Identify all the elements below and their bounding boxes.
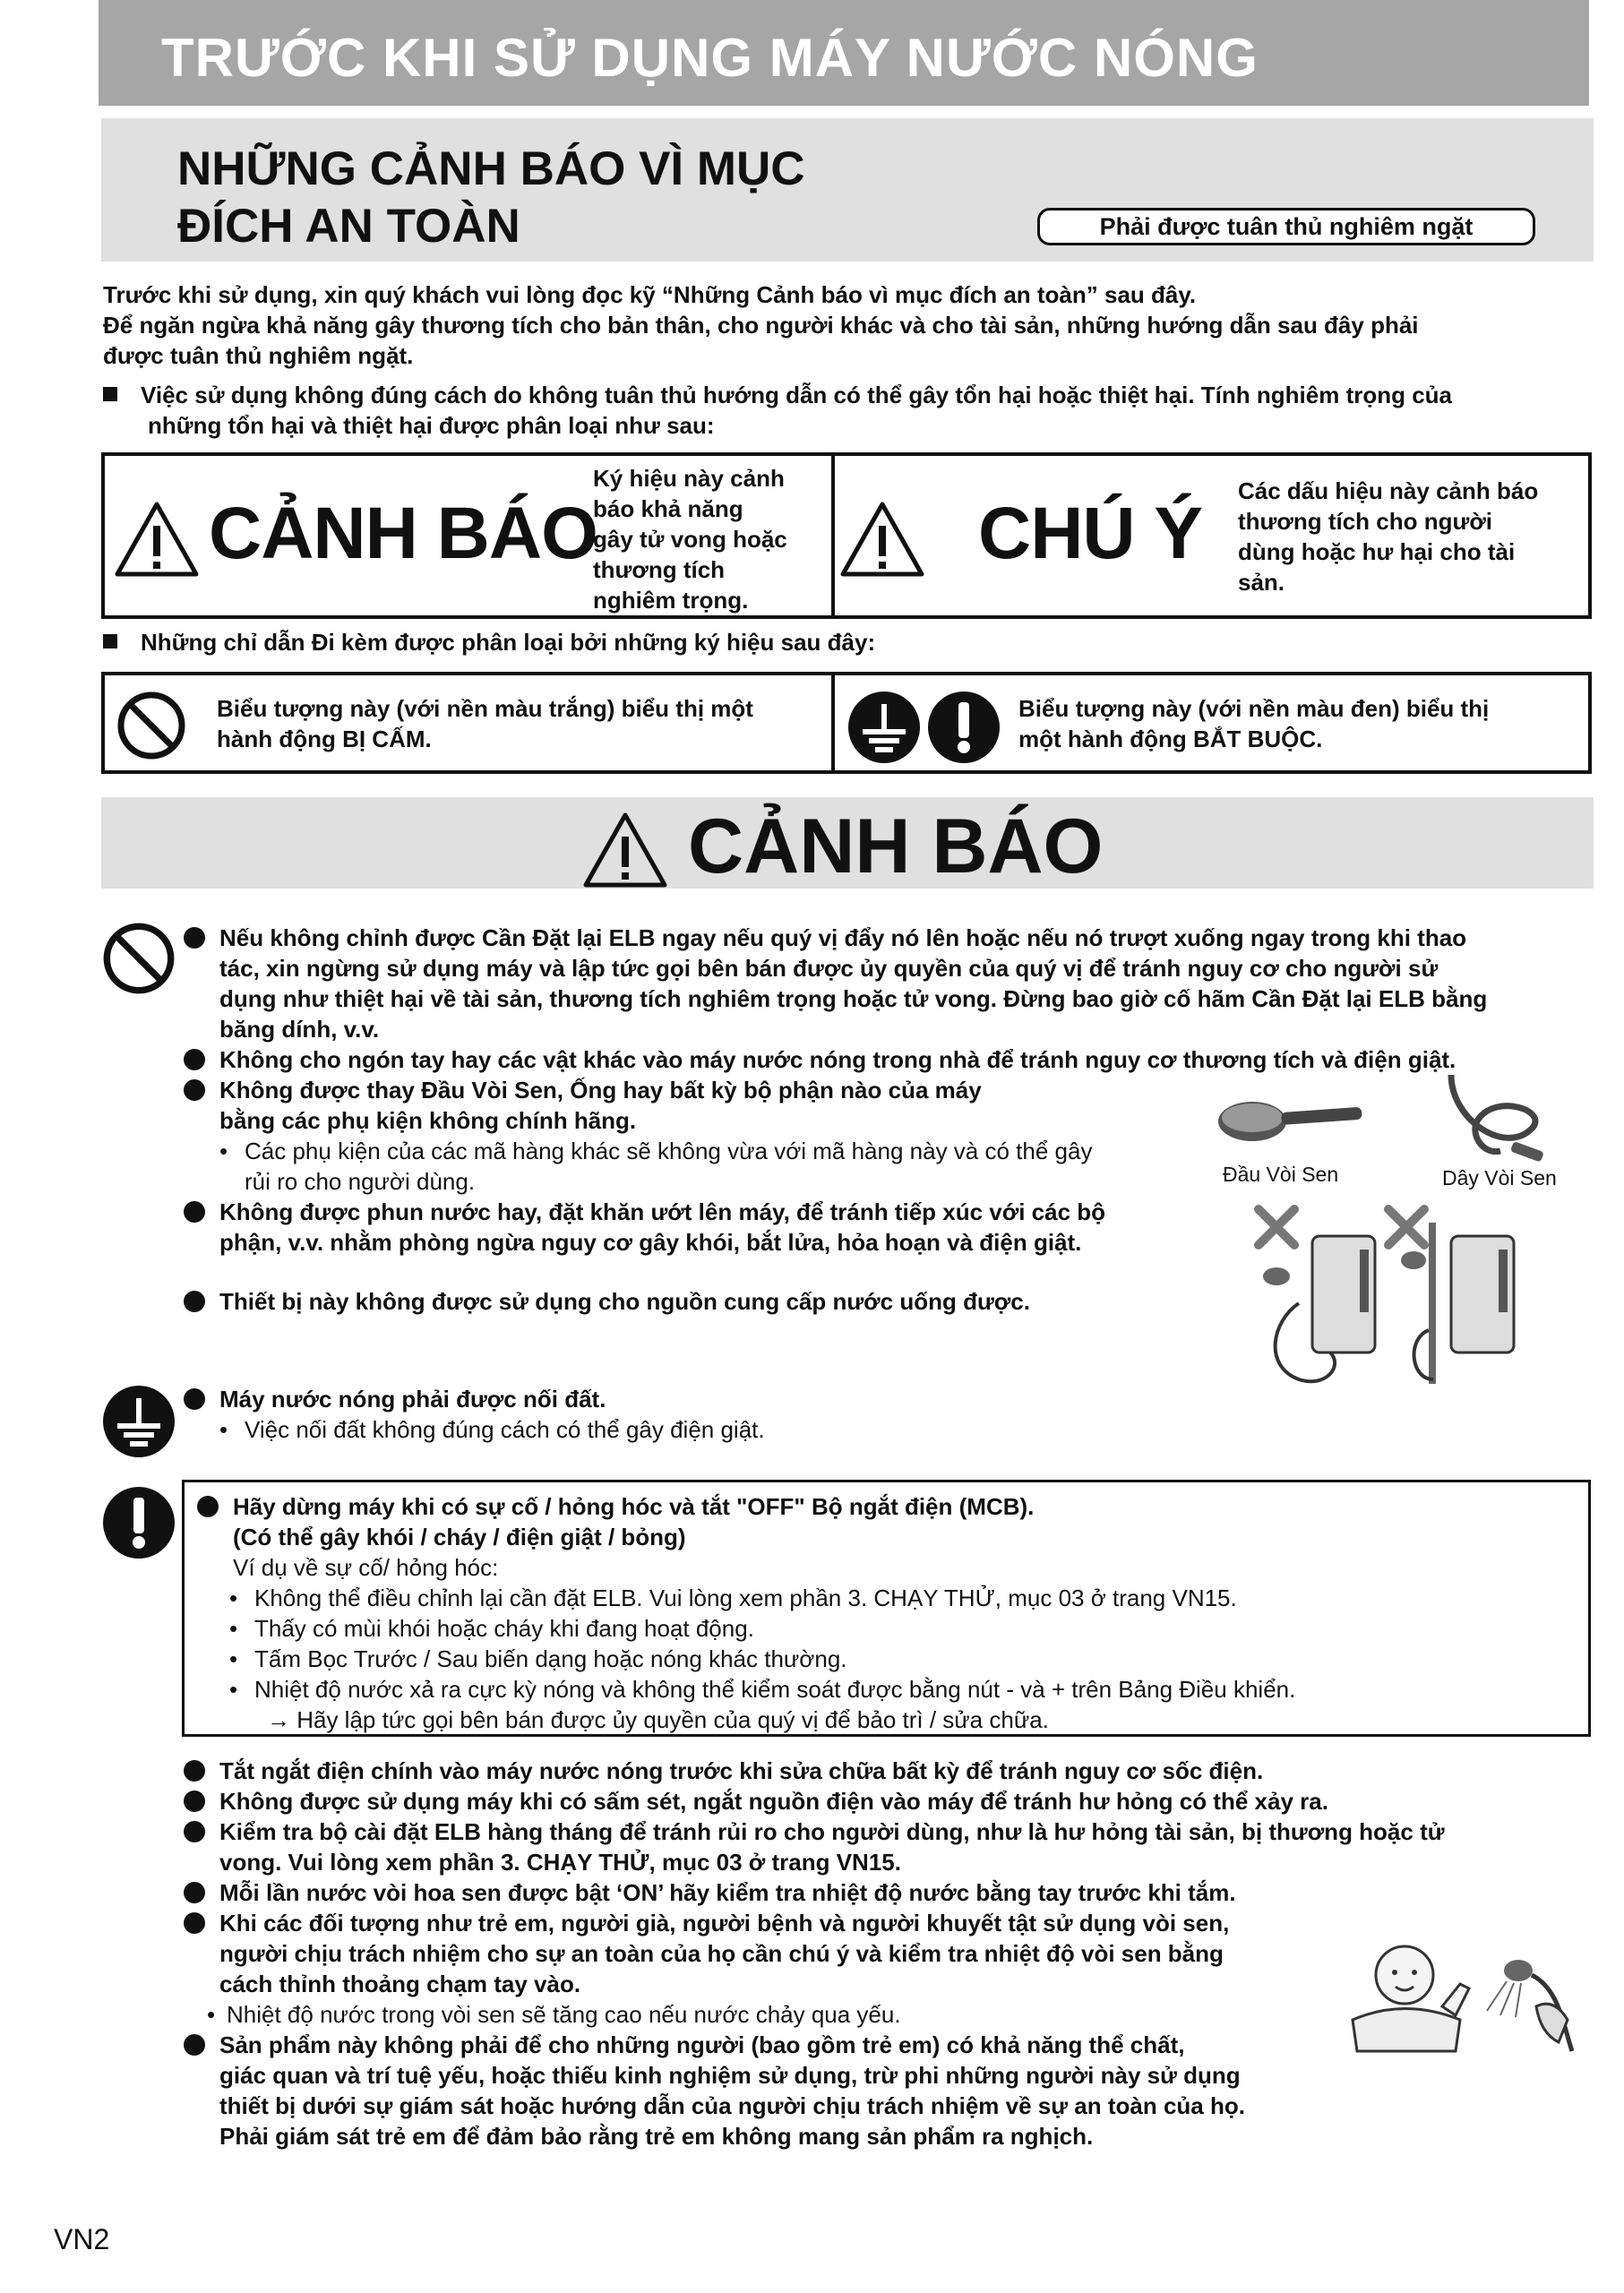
warning-word: CẢNH BÁO [209,493,597,574]
symbol-note-text: Những chỉ dẫn Đi kèm được phân loại bởi những ký hiệu sau đây: [141,629,876,656]
list-item-line: Tắt ngắt điện chính vào máy nước nóng trước khi sửa chữa bất kỳ để tránh nguy cơ sốc điện. [219,1757,1264,1784]
list-item-line: phận, v.v. nhằm phòng ngừa nguy cơ gây khói, bắt lửa, hỏa hoạn và điện giật. [219,1229,1082,1256]
dot-icon: • [219,1416,228,1443]
list-item-line: thiết bị dưới sự giám sát hoặc hướng dẫn của người chịu trách nhiệm về sự an toàn của họ. [219,2092,1245,2119]
list-item-line: người chịu trách nhiệm cho sự an toàn của họ cần chú ý và kiểm tra nhiệt độ vòi sen bằng [219,1940,1224,1967]
sub-item [197,1613,1577,1644]
bullet-icon [184,1821,205,1842]
page-number: VN2 [54,2223,110,2255]
caution-desc-line: dùng hoặc hư hại cho tài [1238,538,1516,565]
list-item [184,1384,1527,1414]
sub-item [197,1674,1577,1705]
list-item-line: Sản phẩm này không phải để cho những người (bao gồm trẻ em) có khả năng thể chất, [219,2031,1185,2058]
list-item-line: (Có thể gây khói / cháy / điện giật / bỏng) [233,1524,686,1550]
list-item [184,1877,1590,1908]
bullet-icon [184,927,205,949]
bullet-icon [184,1201,205,1223]
section-title [177,141,805,255]
sub-item [197,1644,1577,1674]
bullet-icon [184,1760,205,1782]
sub-item [184,1414,1527,1445]
list-item-line: Kiểm tra bộ cài đặt ELB hàng tháng để tránh rủi ro cho người dùng, như là hư hỏng tài sản, bị thương hoặc tử [219,1818,1445,1845]
list-item-line: Không cho ngón tay hay các vật khác vào máy nước nóng trong nhà để tránh nguy cơ thương tích và điện giật. [219,1046,1456,1073]
shower-head-label: Đầu Vòi Sen [1223,1163,1339,1186]
mandatory-icon [926,690,1001,765]
sub-item-line: rủi ro cho người dùng. [245,1168,476,1195]
square-bullet-icon [103,634,117,648]
section-title-line1: NHỮNG CẢNH BÁO VÌ MỤC [177,142,805,195]
list-item-line: Không được phun nước hay, đặt khăn ướt lên máy, để tránh tiếp xúc với các bộ [219,1198,1106,1225]
list-item [184,1044,1590,1075]
ground-icon [101,1384,176,1459]
list-item-line: Máy nước nóng phải được nối đất. [219,1386,606,1413]
warning-desc-line: Ký hiệu này cảnh [593,465,785,492]
warning-desc-line: thương tích [593,556,726,583]
dot-icon: • [229,1645,238,1672]
sub-item [184,1136,1590,1197]
list-item-line: tác, xin ngừng sử dụng máy và lập tức gọi bên bán được ủy quyền của quý vị để tránh nguy cơ cho người sử [219,955,1439,982]
sub-item-line: Việc nối đất không đúng cách có thể gây điện giật. [245,1416,765,1443]
list-item-line: Nếu không chỉnh được Cần Đặt lại ELB ngay nếu quý vị đẩy nó lên hoặc nếu nó trượt xuống ngay trong khi thao [219,924,1467,951]
page-title: TRƯỚC KHI SỬ DỤNG MÁY NƯỚC NÓNG [161,28,1259,88]
warning-triangle-icon [582,812,668,889]
warning-desc-line: nghiêm trọng. [593,587,749,614]
bullet-icon [184,1791,205,1812]
caution-word: CHÚ Ý [978,493,1203,574]
malfunction-list [197,1491,1577,1735]
list-item [184,1756,1590,1786]
shower-hose-label: Dây Vòi Sen [1442,1166,1557,1189]
warning-description [593,463,787,615]
intro-text [103,279,1599,371]
sub-item-line: Các phụ kiện của các mã hàng khác sẽ không vừa với mã hàng này và có thể gây [245,1138,1093,1164]
section-header [101,118,1594,262]
list-item-line: vong. Vui lòng xem phần 3. CHẠY THỬ, mục 03 ở trang VN15. [219,1849,901,1876]
bullet-icon [184,1912,205,1934]
bullet-icon [184,1049,205,1070]
section-title-line2: ĐÍCH AN TOÀN [177,200,520,253]
bullet-icon [184,1388,205,1410]
intro-line3: được tuân thủ nghiêm ngặt. [103,342,414,369]
ground-list [184,1384,1527,1445]
list-item [184,1816,1590,1877]
non-genuine-parts-illustration [1245,1196,1568,1388]
list-item-line: cách thỉnh thoảng chạm tay vào. [219,1971,581,1997]
intro-line2: Để ngăn ngừa khả năng gây thương tích cho bản thân, cho người khác và cho tài sản, những hướng dẫn sau đây phải [103,312,1419,339]
dot-icon: • [229,1584,238,1611]
warning-desc-line: gây tử vong hoặc [593,526,787,553]
warning-banner-title: CẢNH BÁO [688,803,1104,889]
list-item-line: bằng các phụ kiện không chính hãng. [219,1107,637,1134]
bullet-icon [197,1496,219,1517]
header-bar [99,0,1589,106]
severity-legend [101,452,1592,619]
warning-banner [101,797,1594,889]
list-item-line: Không được sử dụng máy khi có sấm sét, ngắt nguồn điện vào máy để tránh hư hỏng có thể xảy ra. [219,1788,1328,1815]
list-item-line: băng dính, v.v. [219,1016,380,1043]
list-item-line: Không được thay Đầu Vòi Sen, Ống hay bất kỳ bộ phận nào của máy [219,1077,982,1104]
sub-item-line: Thấy có mùi khói hoặc cháy khi đang hoạt động. [254,1615,754,1642]
caution-triangle-icon [839,501,925,578]
prohibit-desc-line: Biểu tượng này (với nền màu trắng) biểu thị một [217,695,753,722]
legend-divider [831,456,835,615]
mandatory-desc-line: một hành động BẮT BUỘC. [1018,726,1323,752]
mandatory-description [1018,693,1489,754]
shower-hose-illustration [1433,1066,1559,1173]
bullet-icon [184,1079,205,1101]
sub-item-line: Tấm Bọc Trước / Sau biến dạng hoặc nóng khác thường. [254,1645,847,1672]
strict-badge: Phải được tuân thủ nghiêm ngặt [1037,208,1535,245]
list-item-line: Khi các đối tượng như trẻ em, người già, người bệnh và người khuyết tật sử dụng vòi sen, [219,1910,1230,1937]
caution-desc-line: thương tích cho người [1238,508,1493,535]
list-item [184,1786,1590,1816]
warning-desc-line: báo khả năng [593,495,743,522]
symbol-legend [101,672,1592,774]
prohibited-description [217,693,753,754]
bullet-icon [184,1291,205,1312]
shower-head-illustration [1209,1075,1371,1173]
list-item [184,1075,1590,1136]
child-bath-illustration [1344,1935,1581,2056]
severity-note [103,380,1599,441]
dot-icon: • [229,1676,238,1703]
symbol-note [103,627,875,657]
list-item-line: Hãy dừng máy khi có sự cố / hỏng hóc và tắt "OFF" Bộ ngắt điện (MCB). [233,1493,1035,1520]
legend-divider [831,675,835,770]
dot-icon: • [219,1138,228,1164]
sub-item-line: Không thể điều chỉnh lại cần đặt ELB. Vui lòng xem phần 3. CHẠY THỬ, mục 03 ở trang VN15. [254,1584,1237,1611]
mandatory-icon [101,1485,176,1560]
severity-note-line1: Việc sử dụng không đúng cách do không tuân thủ hướng dẫn có thể gây tổn hại hoặc thiệt hại. Tính nghiêm trọng của [141,382,1453,408]
malfunction-box [182,1480,1591,1737]
dot-icon: • [207,2001,216,2028]
square-bullet-icon [103,387,117,401]
mandatory-desc-line: Biểu tượng này (với nền màu đen) biểu thị [1018,695,1490,722]
caution-desc-line: sản. [1238,569,1285,596]
example-label: Ví dụ về sự cố/ hỏng hóc: [233,1554,499,1581]
caution-desc-line: Các dấu hiệu này cảnh báo [1238,477,1539,504]
caution-description [1238,476,1538,597]
bullet-icon [184,1882,205,1903]
prohibited-icon [116,690,187,761]
sub-item-line: Nhiệt độ nước trong vòi sen sẽ tăng cao nếu nước chảy qua yếu. [227,2001,901,2028]
sub-item [197,1583,1577,1613]
list-item [197,1491,1577,1583]
intro-line1: Trước khi sử dụng, xin quý khách vui lòng đọc kỹ “Những Cảnh báo vì mục đích an toàn” sau đây. [103,281,1197,308]
ground-icon [846,690,922,765]
list-item-line: dụng như thiệt hại về tài sản, thương tích nghiêm trọng hoặc tử vong. Đừng bao giờ cố hãm Cần Đặt lại ELB bằng [219,985,1488,1012]
bullet-icon [184,2034,205,2056]
list-item-line: Mỗi lần nước vòi hoa sen được bật ‘ON’ hãy kiểm tra nhiệt độ nước bằng tay trước khi tắm. [219,1879,1236,1906]
severity-note-line2: những tổn hại và thiệt hại được phân loại như sau: [148,412,715,439]
list-item-line: giác quan và trí tuệ yếu, hoặc thiếu kinh nghiệm sử dụng, trừ phi những người này sử dụng [219,2062,1241,2089]
service-note: → Hãy lập tức gọi bên bán được ủy quyền của quý vị để bảo trì / sửa chữa. [267,1706,1049,1733]
prohibit-desc-line: hành động BỊ CẤM. [217,726,432,752]
sub-item-line: Nhiệt độ nước xả ra cực kỳ nóng và không thể kiểm soát được bằng nút - và + trên Bảng Điều khiển. [254,1676,1296,1703]
prohibited-icon [101,921,176,996]
list-item [184,923,1590,1044]
list-item-line: Thiết bị này không được sử dụng cho nguồn cung cấp nước uống được. [219,1288,1030,1315]
warning-triangle-icon [114,501,200,578]
dot-icon: • [229,1615,238,1642]
list-item-line: Phải giám sát trẻ em để đảm bảo rằng trẻ em không mang sản phẩm ra nghịch. [219,2123,1094,2150]
